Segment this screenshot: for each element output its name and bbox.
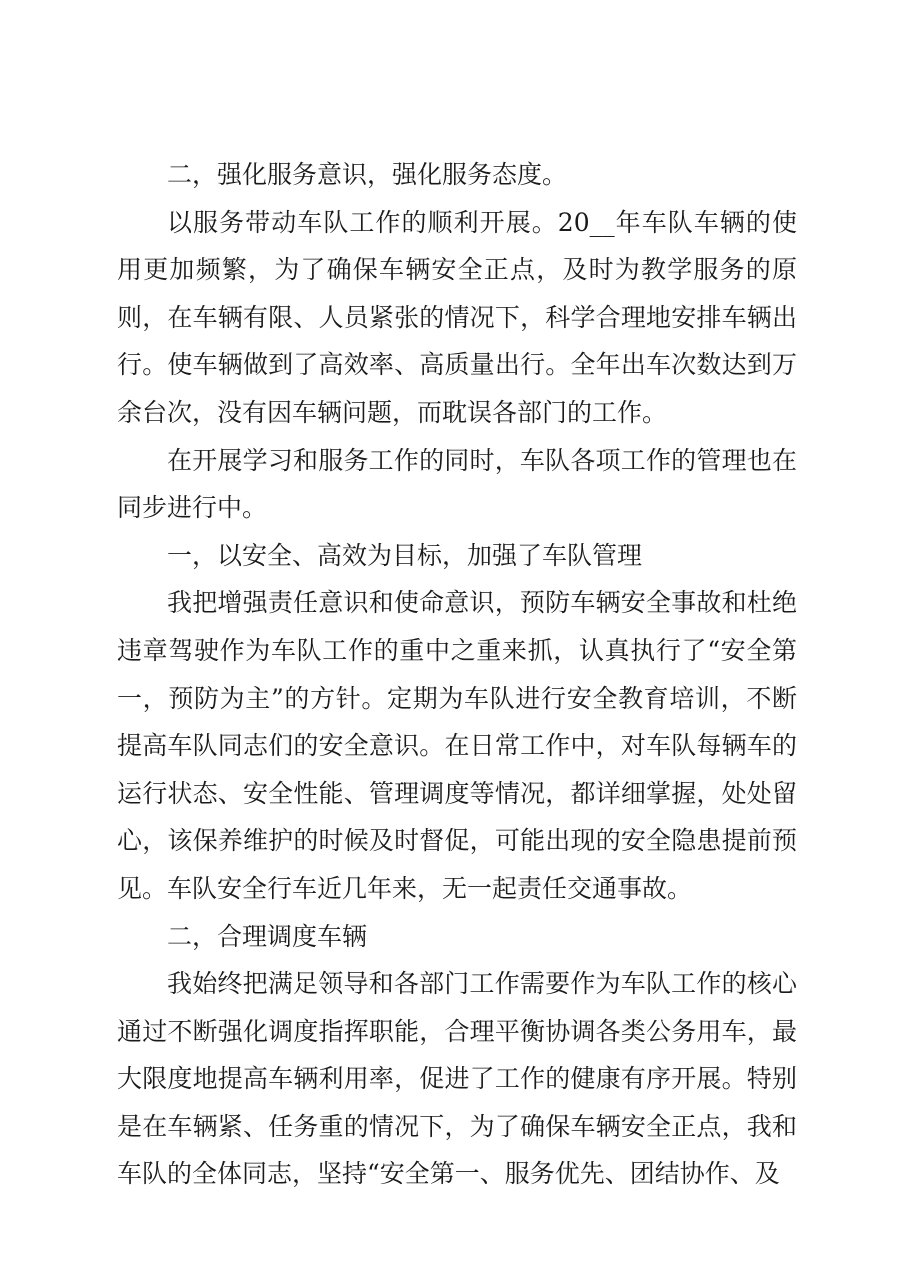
paragraph-safety-details: 我把增强责任意识和使命意识，预防车辆安全事故和杜绝违章驾驶作为车队工作的重中之重来抓，认真执行了“安全第一，预防为主”的方针。定期为车队进行安全教育培训，不断提高车队同志们的安全意识。在日常工作中，对车队每辆车的运行状态、安全性能、管理调度等情况，都详细掌握，处处留心，该保养维护的时候及时督促，可能出现的安全隐患提前预见。车队安全行车近几年来，无一起责任交通事故。 — [117, 588, 797, 903]
paragraph-service-details: 以服务带动车队工作的顺利开展。20__年车队车辆的使用更加频繁，为了确保车辆安全正点，及时为教学服务的原则，在车辆有限、人员紧张的情况下，科学合理地安排车辆出行。使车辆做到了高效率、高质量出行。全年出车次数达到万余台次，没有因车辆问题，而耽误各部门的工作。 — [117, 207, 797, 427]
paragraph-management-intro: 在开展学习和服务工作的同时，车队各项工作的管理也在同步进行中。 — [117, 445, 797, 523]
paragraph-dispatch-details: 我始终把满足领导和各部门工作需要作为车队工作的核心通过不断强化调度指挥职能，合理平衡协调各类公务用车，最大限度地提高车辆利用率，促进了工作的健康有序开展。特别是在车辆紧、任务重的情况下，为了确保车辆安全正点，我和车队的全体同志，坚持“安全第一、服务优先、团结协作、及 — [117, 969, 797, 1189]
section-heading-service: 二，强化服务意识，强化服务态度。 — [167, 160, 568, 189]
section-heading-dispatch: 二，合理调度车辆 — [167, 921, 368, 951]
document-body — [117, 151, 797, 1198]
section-heading-safety: 一，以安全、高效为目标，加强了车队管理 — [167, 540, 643, 570]
